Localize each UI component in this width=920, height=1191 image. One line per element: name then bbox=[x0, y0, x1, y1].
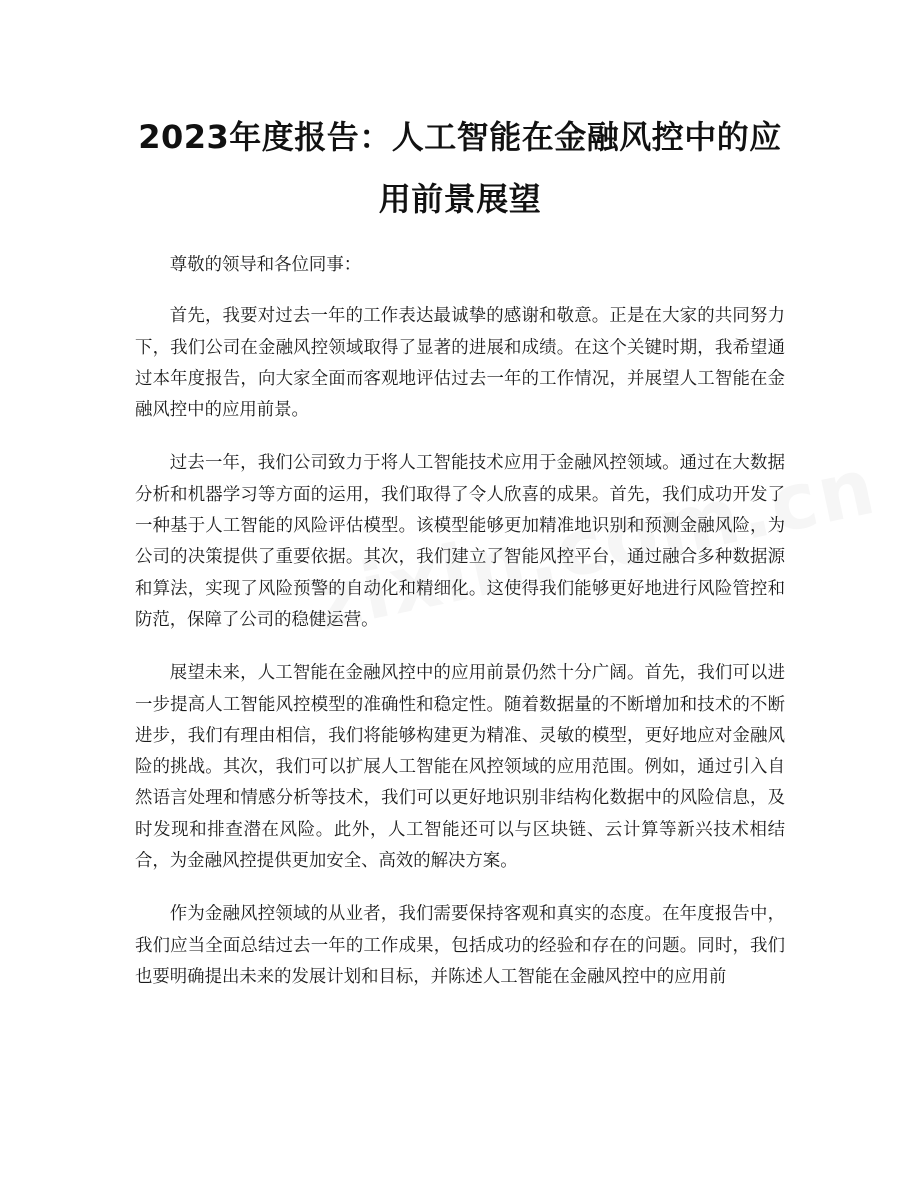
paragraph-1: 首先，我要对过去一年的工作表达最诚挚的感谢和敬意。正是在大家的共同努力下，我们公司在金融风控领域取得了显著的进展和成绩。在这个关键时期，我希望通过本年度报告，向大家全面而客观地评估过去一年的工作情况，并展望人工智能在金融风控中的应用前景。 bbox=[135, 306, 785, 421]
paragraph-3: 展望未来，人工智能在金融风控中的应用前景仍然十分广阔。首先，我们可以进一步提高人工智能风控模型的准确性和稳定性。随着数据量的不断增加和技术的不断进步，我们有理由相信，我们将能够构建更为精准、灵敏的模型，更好地应对金融风险的挑战。其次，我们可以扩展人工智能在风控领域的应用范围。例如，通过引入自然语言处理和情感分析等技术，我们可以更好地识别非结构化数据中的风险信息，及时发现和排查潜在风险。此外，人工智能还可以与区块链、云计算等新兴技术相结合，为金融风控提供更加安全、高效的解决方案。 bbox=[135, 663, 785, 872]
paragraph-2: 过去一年，我们公司致力于将人工智能技术应用于金融风控领域。通过在大数据分析和机器学习等方面的运用，我们取得了令人欣喜的成果。首先，我们成功开发了一种基于人工智能的风险评估模型。该模型能够更加精准地识别和预测金融风险，为公司的决策提供了重要依据。其次，我们建立了智能风控平台，通过融合多种数据源和算法，实现了风险预警的自动化和精细化。这使得我们能够更好地进行风险管控和防范，保障了公司的稳健运营。 bbox=[135, 453, 785, 630]
salutation: 尊敬的领导和各位同事： bbox=[169, 255, 362, 275]
paragraph-4: 作为金融风控领域的从业者，我们需要保持客观和真实的态度。在年度报告中，我们应当全面总结过去一年的工作成果，包括成功的经验和存在的问题。同时，我们也要明确提出未来的发展计划和目标，并陈述人工智能在金融风控中的应用前 bbox=[135, 904, 785, 987]
document-body bbox=[135, 250, 785, 1015]
document-title: 2023年度报告：人工智能在金融风控中的应用前景展望 bbox=[138, 118, 782, 218]
